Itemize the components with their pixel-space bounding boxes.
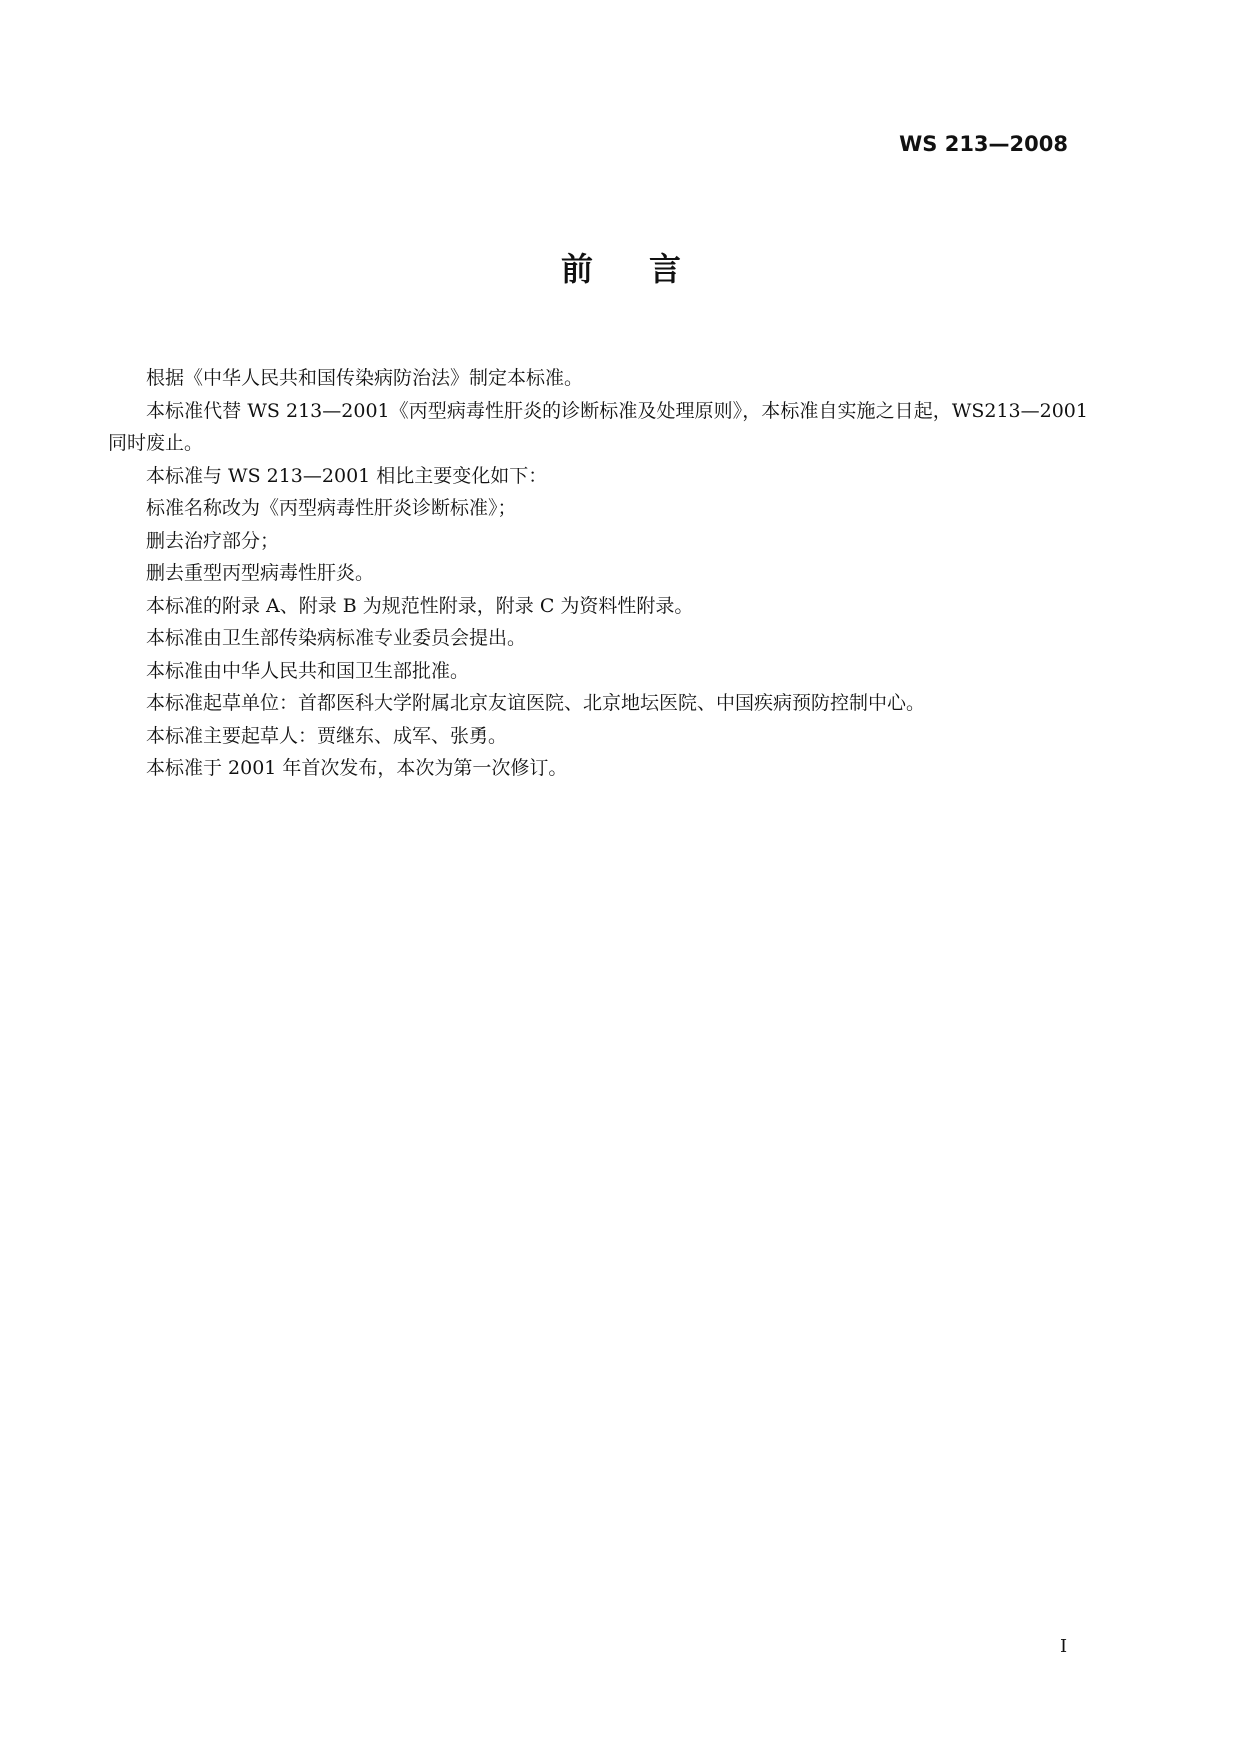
page-title (0, 244, 1242, 290)
foreword-body (108, 362, 1088, 785)
paragraph: 根据《中华人民共和国传染病防治法》制定本标准。 (146, 367, 584, 389)
paragraph: 标准名称改为《丙型病毒性肝炎诊断标准》； (146, 497, 517, 519)
paragraph: 本标准起草单位：首都医科大学附属北京友谊医院、北京地坛医院、中国疾病预防控制中心。 (146, 692, 926, 714)
standard-code: WS 213—2008 (899, 132, 1068, 156)
title-char-1: 前 (560, 250, 593, 288)
paragraph: 删去治疗部分； (146, 529, 280, 552)
paragraph: 删去重型丙型病毒性肝炎。 (146, 562, 375, 584)
page-number: I (1060, 1636, 1068, 1657)
title-char-2: 言 (649, 250, 682, 288)
paragraph: 本标准与 WS 213—2001 相比主要变化如下： (146, 464, 548, 487)
paragraph: 本标准由中华人民共和国卫生部批准。 (146, 659, 470, 682)
paragraph: 本标准代替 WS 213—2001《丙型病毒性肝炎的诊断标准及处理原则》，本标准自实施之日起，WS213—2001 同时废止。 (108, 399, 1088, 454)
paragraph: 本标准由卫生部传染病标准专业委员会提出。 (146, 627, 527, 649)
paragraph: 本标准主要起草人：贾继东、成军、张勇。 (146, 724, 508, 747)
paragraph: 本标准于 2001 年首次发布，本次为第一次修订。 (146, 757, 568, 779)
paragraph: 本标准的附录 A、附录 B 为规范性附录，附录 C 为资料性附录。 (146, 594, 694, 617)
